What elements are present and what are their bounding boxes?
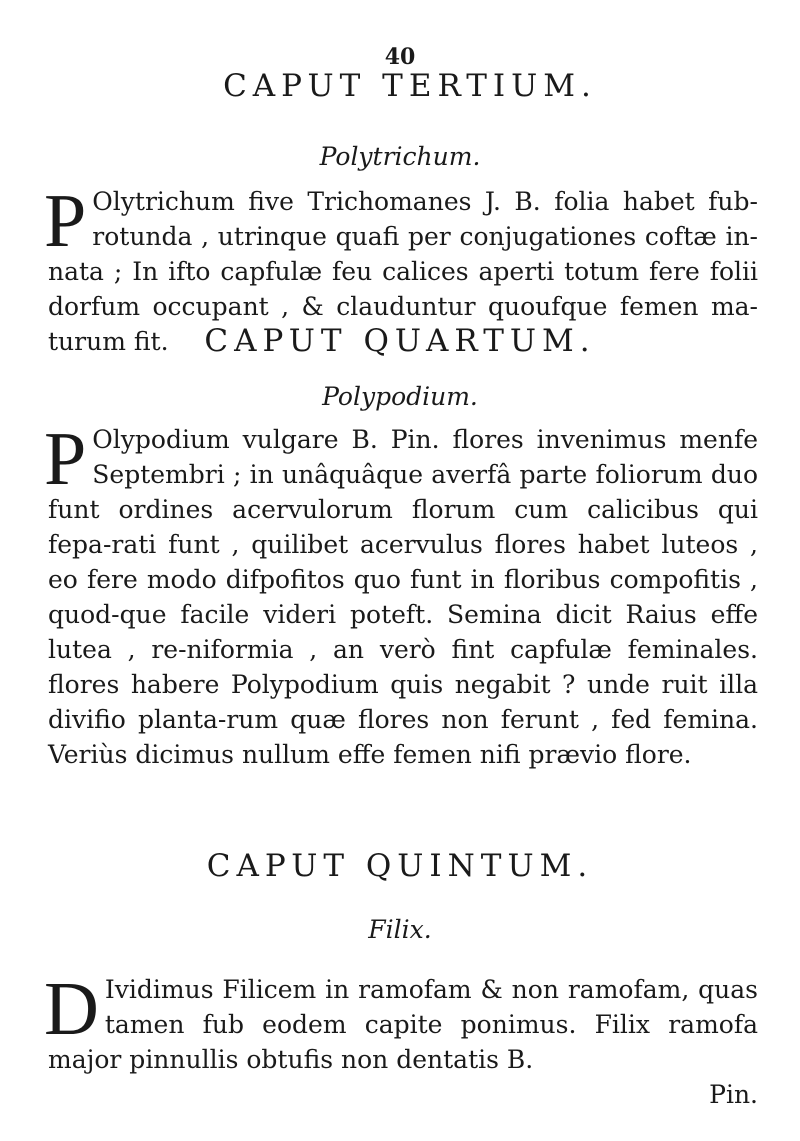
section-title-polypodium: Polypodium. bbox=[322, 382, 478, 411]
chapter-heading-quartum: CAPUT QUARTUM. bbox=[204, 323, 596, 359]
paragraph-text: Olytrichum five Trichomanes J. B. folia habet fub-rotunda , utrinque quafi per conjugationes coftæ in-nata ; In ifto capfulæ feu calices aperti totum fere folii dorfum occupant , & clauduntur quoufque femen ma-turum fit. bbox=[48, 187, 758, 356]
drop-initial: P bbox=[44, 417, 87, 501]
page-number: 40 bbox=[384, 44, 416, 70]
paragraph-text: Ividimus Filicem in ramofam & non ramofam, quas tamen fub eodem capite ponimus. Filix ramofa major pinnullis obtufis non dentatis B. bbox=[48, 975, 758, 1074]
running-head: CAPUT TERTIUM. bbox=[223, 68, 597, 104]
catchword: Pin. bbox=[709, 1080, 758, 1109]
section-title-polytrichum: Polytrichum. bbox=[319, 142, 481, 171]
chapter-heading-quintum: CAPUT QUINTUM. bbox=[206, 848, 594, 884]
section-title-filix: Filix. bbox=[368, 915, 432, 944]
drop-initial: D bbox=[44, 967, 99, 1051]
paragraph-polypodium bbox=[44, 417, 758, 772]
paragraph-filix bbox=[44, 967, 758, 1077]
paragraph-text: Olypodium vulgare B. Pin. flores invenimus menfe Septembri ; in unâquâque averfâ parte foliorum duo funt ordines acervulorum florum cum calicibus qui fepa-rati funt , quilibet acervulus flores habet luteos , eo fere modo difpofitos quo funt in floribus compofitis , quod-que facile videri poteft. Semina dicit Raius effe lutea , re-niformia , an verò fint capfulæ feminales. flores habere Polypodium quis negabit ? unde ruit illa divifio planta-rum quæ flores non ferunt , fed femina. Veriùs dicimus nullum effe femen nifi prævio flore. bbox=[48, 425, 758, 769]
drop-initial: P bbox=[44, 179, 87, 263]
